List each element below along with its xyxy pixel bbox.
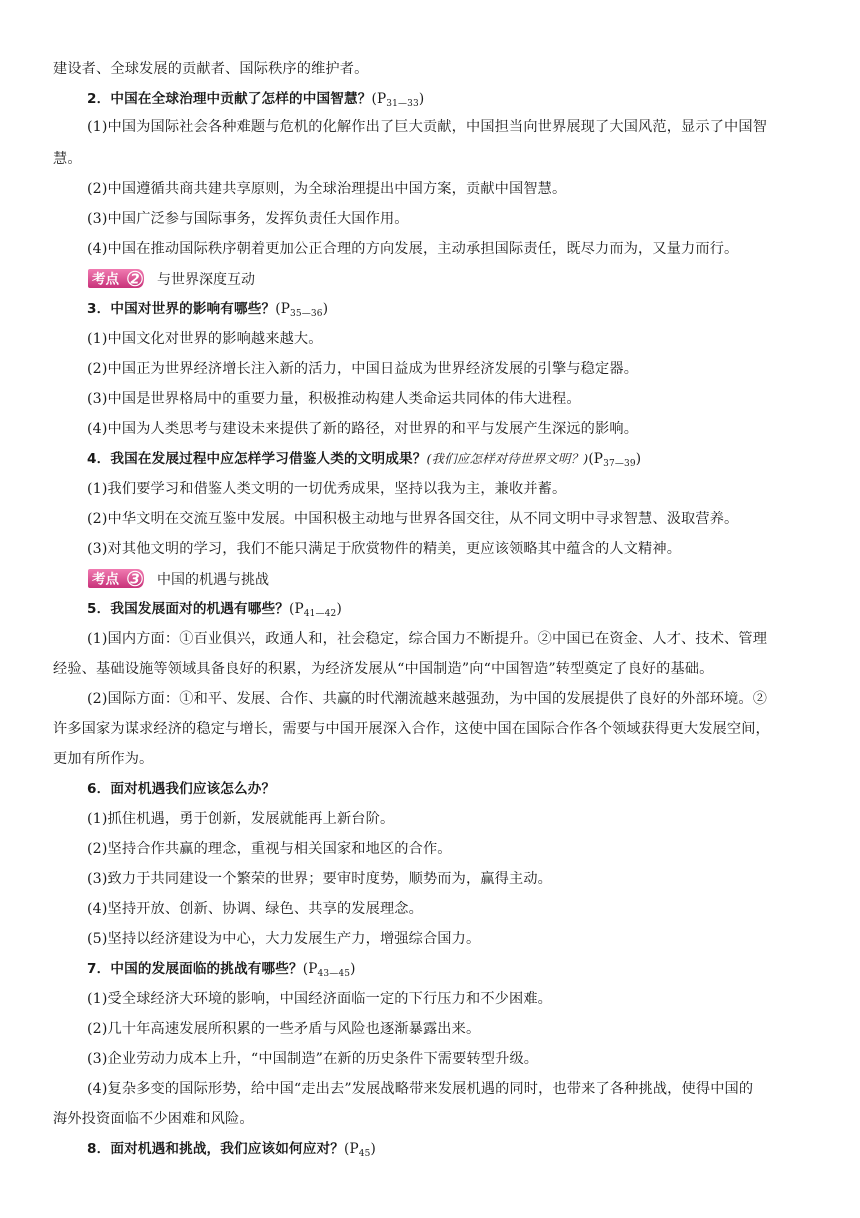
body-text-line: 许多国家为谋求经济的稳定与增长，需要与中国开展深入合作，这使中国在国际合作各个领域获得更大发展空间， (53, 721, 770, 737)
kaodian-label: 考点 (92, 271, 119, 288)
body-text-line: (1)国内方面：①百业俱兴，政通人和，社会稳定，综合国力不断提升。②中国已在资金、人才、技术、管理 (87, 631, 768, 647)
page-ref-close: ) (322, 301, 329, 317)
body-text-line: 更加有所作为。 (53, 751, 154, 767)
page-reference (289, 601, 342, 617)
body-text-line: 海外投资面临不少困难和风险。 (53, 1111, 254, 1127)
page-ref-range: 31—33 (386, 99, 419, 109)
body-text-line: 慧。 (53, 151, 82, 167)
body-text-line: (3)对其他文明的学习，我们不能只满足于欣赏物件的精美，更应该领略其中蕴含的人文精神。 (87, 541, 682, 557)
body-text-line: (2)中国遵循共商共建共享原则，为全球治理提出中国方案，贡献中国智慧。 (87, 181, 567, 197)
page-ref-prefix: (P (371, 91, 387, 107)
body-text-line: 经验、基础设施等领域具备良好的积累，为经济发展从“中国制造”向“中国智造”转型奠定了良好的基础。 (53, 661, 714, 677)
body-text-line: (4)复杂多变的国际形势，给中国“走出去”发展战略带来发展机遇的同时，也带来了各种挑战，使得中国的 (87, 1081, 754, 1097)
body-text-line: (2)中国正为世界经济增长注入新的活力，中国日益成为世界经济发展的引擎与稳定器。 (87, 361, 639, 377)
body-text-line: (4)中国为人类思考与建设未来提供了新的路径，对世界的和平与发展产生深远的影响。 (87, 421, 639, 437)
page-ref-close: ) (336, 601, 342, 617)
body-text-line: (3)中国广泛参与国际事务，发挥负责任大国作用。 (87, 211, 409, 227)
kaodian-badge-shape (87, 568, 145, 589)
body-text-line: (2)坚持合作共赢的理念，重视与相关国家和地区的合作。 (87, 841, 452, 857)
question-text: 7．中国的发展面临的挑战有哪些？ (87, 961, 303, 977)
body-text-line: (1)抓住机遇，勇于创新，发展就能再上新台阶。 (87, 811, 395, 827)
body-text-line: (1)中国文化对世界的影响越来越大。 (87, 331, 323, 347)
body-text-line: (2)国际方面：①和平、发展、合作、共赢的时代潮流越来越强劲，为中国的发展提供了良好的外部环境。② (87, 691, 768, 707)
page-ref-range: 41—42 (303, 609, 337, 619)
kaodian-header (87, 568, 269, 589)
page-reference (371, 91, 424, 107)
question-text: 2．中国在全球治理中贡献了怎样的中国智慧？ (87, 91, 372, 107)
page-ref-close: ) (350, 961, 356, 977)
kaodian-title: 中国的机遇与挑战 (157, 571, 269, 588)
question-heading (87, 1139, 860, 1159)
page-ref-prefix: (P (302, 961, 318, 977)
question-heading (87, 449, 860, 469)
page-ref-close: ) (370, 1141, 376, 1157)
kaodian-label: 考点 (92, 571, 119, 588)
body-text-line: (4)中国在推动国际秩序朝着更加公正合理的方向发展，主动承担国际责任，既尽力而为，又量力而行。 (87, 241, 739, 257)
body-text-line: (2)几十年高速发展所积累的一些矛盾与风险也逐渐暴露出来。 (87, 1021, 481, 1037)
kaodian-badge-shape (87, 268, 145, 289)
question-text: 4．我国在发展过程中应怎样学习借鉴人类的文明成果？ (87, 451, 427, 467)
page-ref-range: 45 (358, 1149, 371, 1159)
question-heading (87, 599, 860, 619)
kaodian-title: 与世界深度互动 (157, 271, 255, 288)
body-text-line: (2)中华文明在交流互鉴中发展。中国积极主动地与世界各国交往，从不同文明中寻求智慧、汲取营养。 (87, 511, 739, 527)
page-reference (344, 1141, 376, 1157)
question-text: 5．我国发展面对的机遇有哪些？ (87, 601, 290, 617)
kaodian-number: 3 (130, 571, 140, 588)
body-text-line: (1)我们要学习和借鉴人类文明的一切优秀成果，坚持以我为主，兼收并蓄。 (87, 481, 567, 497)
body-text-line: (3)致力于共同建设一个繁荣的世界；要审时度势，顺势而为，赢得主动。 (87, 871, 553, 887)
page-reference (588, 451, 641, 467)
question-text: 8．面对机遇和挑战，我们应该如何应对？ (87, 1141, 344, 1157)
page-ref-range: 43—45 (317, 969, 351, 979)
body-text-line: 建设者、全球发展的贡献者、国际秩序的维护者。 (53, 61, 369, 77)
page-ref-prefix: (P (289, 601, 304, 617)
kaodian-badge (87, 268, 145, 289)
page-ref-range: 35—36 (290, 309, 323, 319)
body-text-line: (3)企业劳动力成本上升，“中国制造”在新的历史条件下需要转型升级。 (87, 1051, 539, 1067)
page-ref-prefix: (P (588, 451, 604, 467)
question-heading (87, 89, 860, 109)
body-text-line: (1)中国为国际社会各种难题与危机的化解作出了巨大贡献，中国担当向世界展现了大国风范，显示了中国智 (87, 119, 768, 135)
page-ref-range: 37—39 (603, 459, 636, 469)
question-heading (87, 779, 860, 799)
body-text-line: (5)坚持以经济建设为中心，大力发展生产力，增强综合国力。 (87, 931, 481, 947)
kaodian-number: 2 (130, 271, 140, 288)
kaodian-badge (87, 568, 145, 589)
body-text-line: (1)受全球经济大环境的影响，中国经济面临一定的下行压力和不少困难。 (87, 991, 553, 1007)
question-hint: (我们应怎样对待世界文明？) (426, 451, 589, 466)
question-heading (87, 959, 860, 979)
page-ref-close: ) (635, 451, 642, 467)
question-text: 3．中国对世界的影响有哪些？ (87, 301, 276, 317)
page-reference (275, 301, 328, 317)
kaodian-header (87, 268, 255, 289)
page-ref-prefix: (P (275, 301, 291, 317)
page-ref-close: ) (418, 91, 425, 107)
page-ref-prefix: (P (344, 1141, 359, 1157)
body-text-line: (4)坚持开放、创新、协调、绿色、共享的发展理念。 (87, 901, 423, 917)
question-heading (87, 299, 860, 319)
page-reference (303, 961, 356, 977)
body-text-line: (3)中国是世界格局中的重要力量，积极推动构建人类命运共同体的伟大进程。 (87, 391, 581, 407)
question-text: 6．面对机遇我们应该怎么办？ (87, 781, 276, 797)
